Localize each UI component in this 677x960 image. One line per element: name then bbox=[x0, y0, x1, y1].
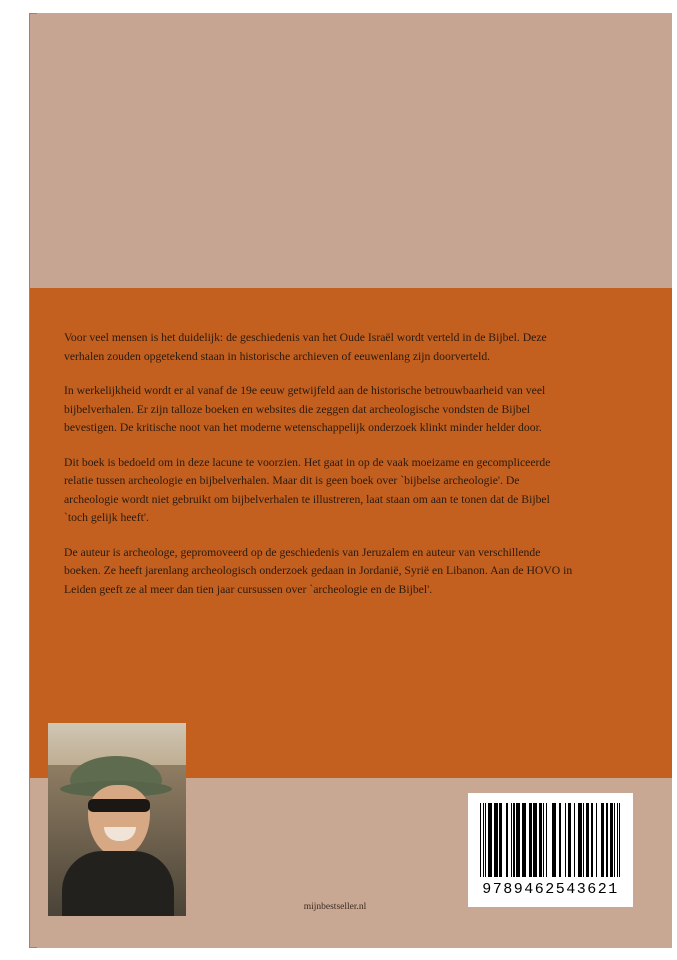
barcode-bars bbox=[480, 803, 621, 877]
blurb-paragraph-4: De auteur is archeologe, gepromoveerd op de geschiedenis van Jeruzalem en auteur van verschillende boeken. Ze heeft jarenlang archeologisch onderzoek gedaan in Jordanië, Syrië en Libanon. Aan de HOVO in Leiden geeft ze al meer dan tien jaar cursussen over `archeologie en de Bijbel'. bbox=[64, 545, 573, 596]
author-photo bbox=[48, 723, 186, 916]
barcode-number: 9789462543621 bbox=[482, 881, 619, 898]
spine-tick-top bbox=[29, 13, 37, 14]
publisher-mark: mijnbestseller.nl bbox=[303, 902, 367, 912]
top-color-band bbox=[29, 13, 672, 288]
photo-body bbox=[62, 851, 174, 916]
back-cover-blurb bbox=[64, 329, 574, 599]
photo-sunglasses-icon bbox=[88, 799, 150, 812]
blurb-paragraph-2: In werkelijkheid wordt er al vanaf de 19e eeuw getwijfeld aan de historische betrouwbaarheid van veel bijbelverhalen. Er zijn talloze boeken en websites die zeggen dat archeologische vondsten de Bijbel bevestigen. De kritische noot van het moderne wetenschappelijk onderzoek klinkt minder helder door. bbox=[64, 384, 546, 434]
blurb-paragraph-1: Voor veel mensen is het duidelijk: de geschiedenis van het Oude Israël wordt verteld in de Bijbel. Deze verhalen zouden opgetekend staan in historische archieven of eeuwenlang zijn doorverteld. bbox=[64, 331, 547, 363]
barcode-block bbox=[468, 793, 633, 907]
blurb-paragraph-3: Dit boek is bedoeld om in deze lacune te voorzien. Het gaat in op de vaak moeizame en gecompliceerde relatie tussen archeologie en bijbelverhalen. Maar dit is geen boek over `bijbelse archeologie'. De archeologie wordt niet gebruikt om bijbelverhalen te illustreren, laat staan om aan te tonen dat de Bijbel `toch gelijk heeft'. bbox=[64, 455, 551, 524]
spine-tick-bottom bbox=[29, 947, 37, 948]
spine-fold-line bbox=[29, 13, 30, 948]
